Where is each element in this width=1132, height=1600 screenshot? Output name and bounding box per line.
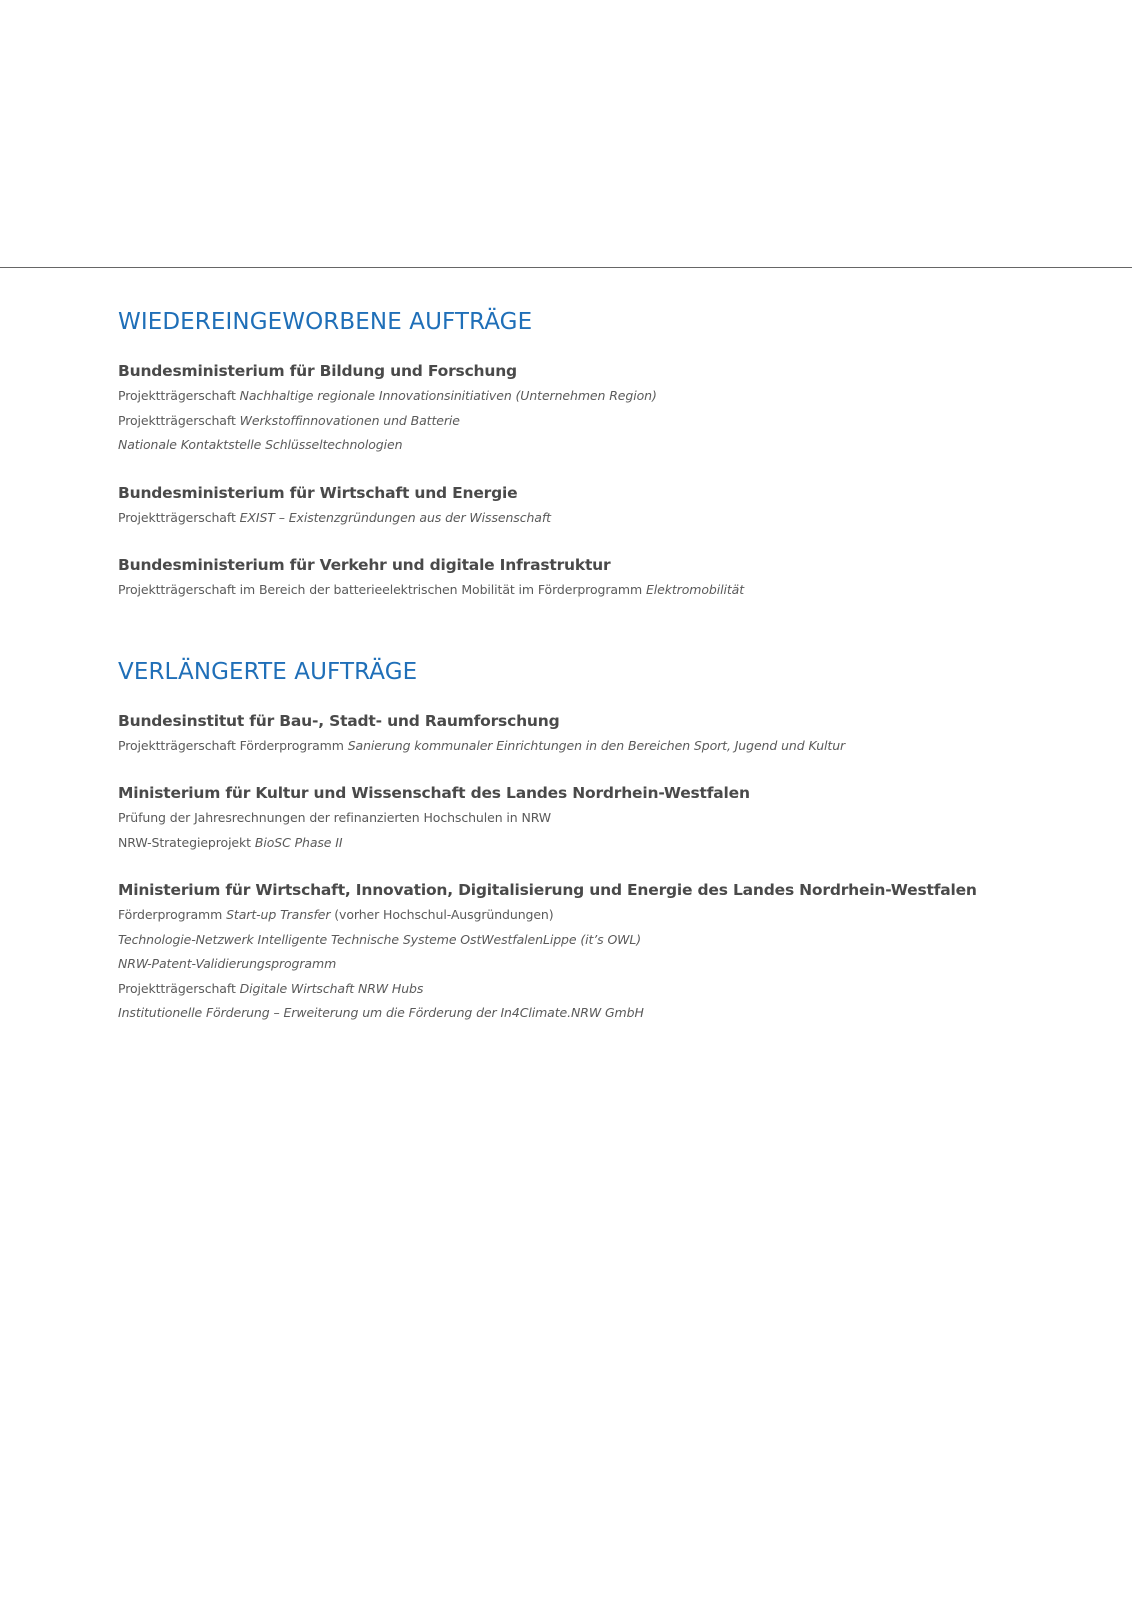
- entry-bmbf: [118, 358, 1078, 458]
- item-text: Projektträgerschaft im Bereich der batterieelektrischen Mobilität im Förderprogramm: [118, 582, 646, 597]
- entry-org: Ministerium für Kultur und Wissenschaft des Landes Nordrhein-Westfalen: [118, 784, 750, 802]
- entry-item: [118, 734, 1078, 759]
- item-text: Förderprogramm: [118, 907, 227, 922]
- item-text-italic: Start-up Transfer: [226, 907, 331, 922]
- entry-item: [118, 952, 1078, 977]
- entry-org: Bundesministerium für Bildung und Forschung: [118, 362, 517, 380]
- item-text: Projektträgerschaft: [118, 509, 240, 525]
- item-text-italic: Sanierung kommunaler Einrichtungen in den Bereichen Sport, Jugend und Kultur: [347, 737, 846, 753]
- entry-item: [118, 506, 1078, 531]
- item-text-italic: NRW-Patent-Validierungsprogramm: [118, 956, 337, 971]
- item-text: Prüfung der Jahresrechnungen der refinanzierten Hochschulen in NRW: [118, 810, 552, 825]
- item-text-italic: Digitale Wirtschaft NRW Hubs: [239, 980, 424, 996]
- item-text-italic: Nachhaltige regionale Innovationsinitiativen (Unternehmen Region): [239, 388, 657, 403]
- entry-mwide-nrw: [118, 877, 1078, 1026]
- entry-bmvi: [118, 552, 1078, 603]
- entry-org: Bundesministerium für Wirtschaft und Energie: [118, 483, 518, 502]
- item-text-italic: Werkstoffinnovationen und Batterie: [239, 412, 460, 428]
- entry-mkw-nrw: [118, 780, 1078, 855]
- entry-item: [118, 903, 1078, 928]
- item-text: NRW-Strategieprojekt: [118, 834, 255, 850]
- entry-item: [118, 977, 1078, 1002]
- entry-bmwi: [118, 480, 1078, 531]
- section-wiedereingeworbene: [118, 305, 1078, 603]
- horizontal-divider: [0, 267, 1132, 268]
- document-content: [118, 305, 1078, 1026]
- entry-item: [118, 409, 1078, 434]
- section-title: VERLÄNGERTE AUFTRÄGE: [118, 658, 418, 685]
- entry-item: [118, 384, 1078, 409]
- item-text-italic: Elektromobilität: [645, 582, 744, 597]
- item-text-italic: Institutionelle Förderung – Erweiterung um die Förderung der In4Climate.NRW GmbH: [118, 1005, 644, 1020]
- item-text: Projektträgerschaft Förderprogramm: [118, 737, 348, 753]
- item-text-italic: Nationale Kontaktstelle Schlüsseltechnologien: [118, 437, 403, 452]
- section-title: WIEDEREINGEWORBENE AUFTRÄGE: [118, 309, 533, 335]
- section-entries: [118, 708, 1078, 1026]
- section-entries: [118, 358, 1078, 603]
- section-spacer: [118, 603, 1078, 655]
- item-text: Projektträgerschaft: [118, 412, 240, 428]
- item-text: (vorher Hochschul-Ausgründungen): [330, 907, 554, 922]
- item-text-italic: Technologie-Netzwerk Intelligente Technische Systeme OstWestfalenLippe (it’s OWL): [118, 931, 642, 947]
- entry-item: [118, 831, 1078, 856]
- entry-item: [118, 928, 1078, 953]
- item-text-italic: BioSC Phase II: [254, 834, 343, 850]
- entry-org: Bundesinstitut für Bau-, Stadt- und Raumforschung: [118, 711, 560, 730]
- entry-org: Ministerium für Wirtschaft, Innovation, Digitalisierung und Energie des Landes Nordrhein-Westfalen: [118, 881, 977, 899]
- entry-item: [118, 578, 1078, 603]
- entry-item: [118, 806, 1078, 831]
- section-verlaengerte: [118, 655, 1078, 1026]
- item-text: Projektträgerschaft: [118, 980, 240, 996]
- item-text-italic: EXIST – Existenzgründungen aus der Wissenschaft: [239, 509, 551, 525]
- entry-bbsr: [118, 708, 1078, 759]
- entry-org: Bundesministerium für Verkehr und digitale Infrastruktur: [118, 556, 611, 574]
- item-text: Projektträgerschaft: [118, 388, 240, 403]
- entry-item: [118, 433, 1078, 458]
- entry-item: [118, 1001, 1078, 1026]
